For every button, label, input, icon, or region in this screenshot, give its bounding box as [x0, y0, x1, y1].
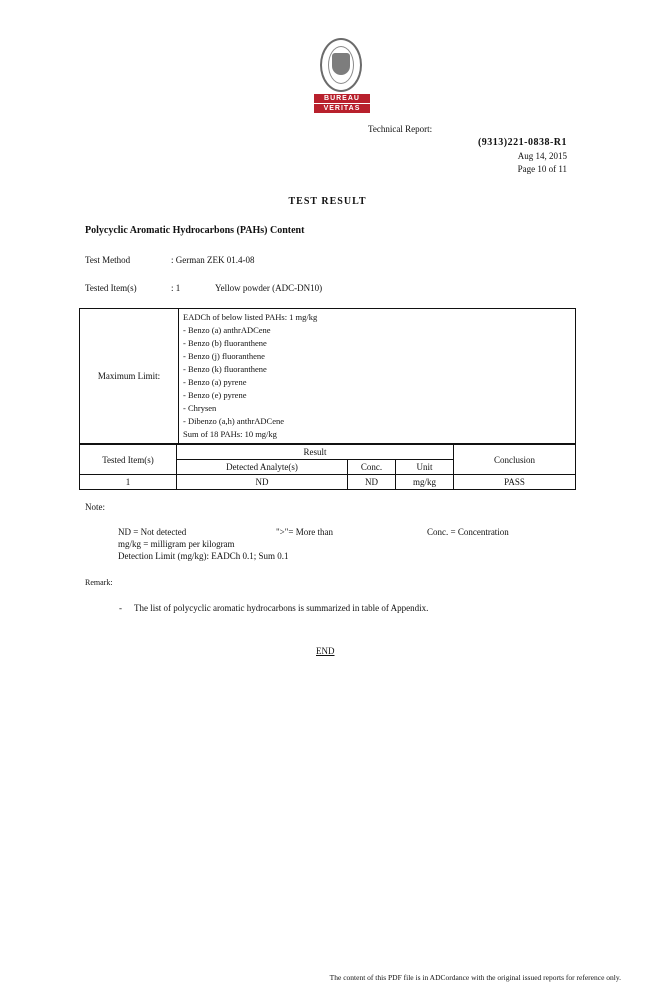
section-title: Polycyclic Aromatic Hydrocarbons (PAHs) Content	[85, 225, 305, 236]
note-label: Note:	[85, 502, 105, 512]
test-method-label: Test Method	[85, 255, 131, 265]
limit-line: - Benzo (a) pyrene	[183, 377, 247, 387]
limits-table	[79, 308, 576, 444]
header-tested-item: Tested Item(s)	[80, 445, 177, 475]
limits-label: Maximum Limit:	[80, 309, 179, 444]
limit-line: - Chrysen	[183, 403, 217, 413]
tested-items-label: Tested Item(s)	[85, 283, 137, 293]
header-result: Result	[177, 445, 454, 460]
report-label: Technical Report:	[368, 124, 433, 134]
header-conc: Conc.	[348, 460, 396, 475]
logo-line2: VERITAS	[314, 104, 370, 113]
bureau-veritas-logo	[314, 38, 370, 113]
header-analyte: Detected Analyte(s)	[177, 460, 348, 475]
logo-line1: BUREAU	[314, 94, 370, 103]
results-table	[79, 444, 576, 490]
limit-line: EADCh of below listed PAHs: 1 mg/kg	[183, 312, 318, 322]
note-mgkg: mg/kg = milligram per kilogram	[118, 539, 235, 549]
note-detection: Detection Limit (mg/kg): EADCh 0.1; Sum 0.1	[118, 551, 289, 561]
footer-disclaimer: The content of this PDF file is in ADCordance with the original issued reports for reference only.	[329, 973, 621, 982]
end-marker: END	[316, 646, 335, 656]
note-more-than: ">"= More than	[276, 527, 333, 537]
limit-line: - Benzo (b) fluoranthene	[183, 338, 267, 348]
limit-line: - Benzo (j) fluoranthene	[183, 351, 265, 361]
limit-line: - Benzo (e) pyrene	[183, 390, 247, 400]
cell-unit: mg/kg	[396, 475, 454, 490]
report-number: (9313)221-0838-R1	[477, 137, 567, 148]
header-unit: Unit	[396, 460, 454, 475]
remark-label: Remark:	[85, 578, 113, 587]
limit-line: Sum of 18 PAHs: 10 mg/kg	[183, 429, 277, 439]
limit-line: - Dibenzo (a,h) anthrADCene	[183, 416, 285, 426]
page-title: TEST RESULT	[288, 196, 367, 207]
cell-item: 1	[80, 475, 177, 490]
tested-items-description: Yellow powder (ADC-DN10)	[215, 283, 323, 293]
table-row	[80, 475, 576, 490]
limit-line: - Benzo (k) fluoranthene	[183, 364, 267, 374]
report-date: Aug 14, 2015	[517, 151, 567, 161]
logo-seal	[320, 38, 362, 92]
logo-mark-icon	[332, 53, 350, 75]
tested-items-number: : 1	[171, 283, 181, 293]
cell-conclusion: PASS	[454, 475, 576, 490]
remark-text: The list of polycyclic aromatic hydrocarbons is summarized in table of Appendix.	[134, 603, 429, 613]
cell-analyte: ND	[177, 475, 348, 490]
note-conc: Conc. = Concentration	[427, 527, 509, 537]
test-method-value: : German ZEK 01.4-08	[171, 255, 255, 265]
limits-list	[179, 309, 576, 444]
limit-line: - Benzo (a) anthrADCene	[183, 325, 271, 335]
page-number: Page 10 of 11	[517, 164, 567, 174]
note-nd: ND = Not detected	[118, 527, 187, 537]
remark-bullet: -	[119, 603, 122, 613]
cell-conc: ND	[348, 475, 396, 490]
header-conclusion: Conclusion	[454, 445, 576, 475]
